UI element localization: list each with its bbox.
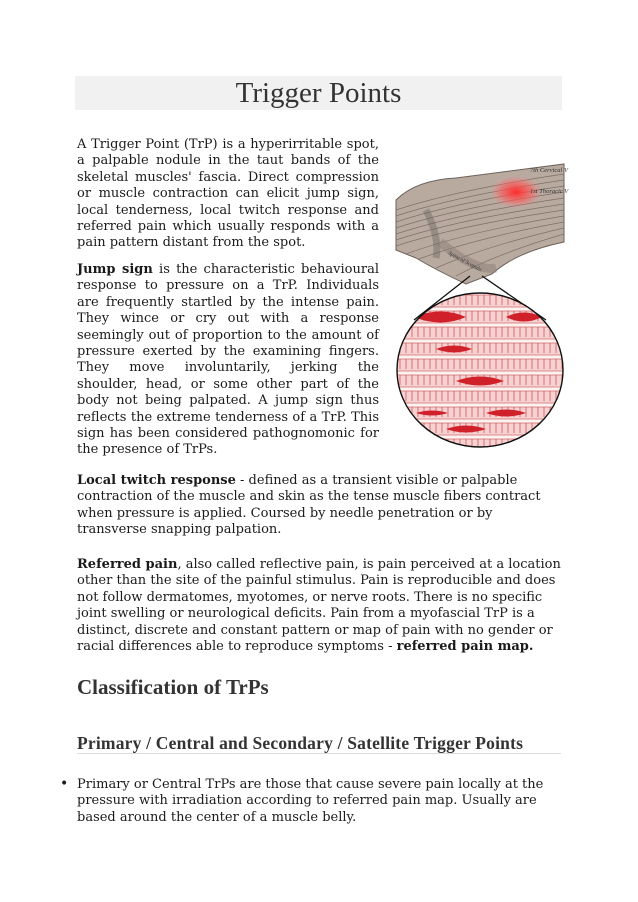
trigger-points-subheading: Primary / Central and Secondary / Satellite Trigger Points bbox=[77, 733, 524, 753]
magnified-fibers-view bbox=[396, 293, 564, 451]
cervical-label: 7th Cervical V bbox=[530, 167, 568, 174]
muscle-drawing bbox=[396, 164, 569, 284]
jump-sign-paragraph bbox=[77, 262, 379, 459]
page-title: Trigger Points bbox=[235, 77, 402, 109]
local-twitch-term: Local twitch response bbox=[77, 473, 236, 488]
trigger-point-illustration bbox=[396, 150, 569, 448]
jump-sign-term: Jump sign bbox=[77, 262, 153, 277]
bullet-dot: • bbox=[60, 776, 69, 792]
referred-pain-paragraph bbox=[77, 557, 561, 655]
local-twitch-paragraph bbox=[77, 473, 561, 539]
title-bar bbox=[75, 76, 562, 110]
bullet-item-primary: Primary or Central TrPs are those that cause severe pain locally at the pressure with irradiation according to referred pain map. Usually are based around the center of a muscle belly. bbox=[77, 777, 544, 825]
local-twitch-text: - defined as a transient visible or palpable contraction of the muscle and skin as the tense muscle fibers contract when pressure is applied. Coursed by needle penetration or by transverse snapping palpation. bbox=[77, 473, 541, 538]
thoracic-label: 1st Thoracic V bbox=[530, 188, 569, 195]
jump-sign-text: is the characteristic behavioural response to pressure on a TrP. Individuals are frequently startled by the intense pain. They wince or cry out with a response seemingly out of proportion to the amount of pressure exerted by the examining fingers. They move involuntarily, jerking the shoulder, head, or some other part of the body not being palpated. A jump sign thus reflects the extreme tenderness of a TrP. This sign has been considered pathognomonic for the presence of TrPs. bbox=[77, 262, 379, 458]
subheading-divider bbox=[77, 753, 561, 754]
referred-pain-map-term: referred pain map. bbox=[396, 639, 534, 655]
referred-pain-text: , also called reflective pain, is pain perceived at a location other than the site of the painful stimulus. Pain is reproducible and does not follow dermatomes, myotomes, or nerve roots. There is no specific joint swelling or neurological deficits. Pain from a myofascial TrP is a distinct, discrete and constant pattern or map of pain with no gender or racial differences able to reproduce symptoms - bbox=[77, 557, 561, 655]
spine-label: Spine of Scapula bbox=[447, 250, 483, 274]
intro-paragraph: A Trigger Point (TrP) is a hyperirritable spot, a palpable nodule in the taut bands of the skeletal muscles' fascia. Direct compression or muscle contraction can elicit jump sign, local tenderness, local twitch response and referred pain which usually responds with a pain pattern distant from the spot. bbox=[77, 137, 379, 251]
classification-heading: Classification of TrPs bbox=[77, 675, 269, 699]
referred-pain-term: Referred pain bbox=[77, 557, 178, 572]
